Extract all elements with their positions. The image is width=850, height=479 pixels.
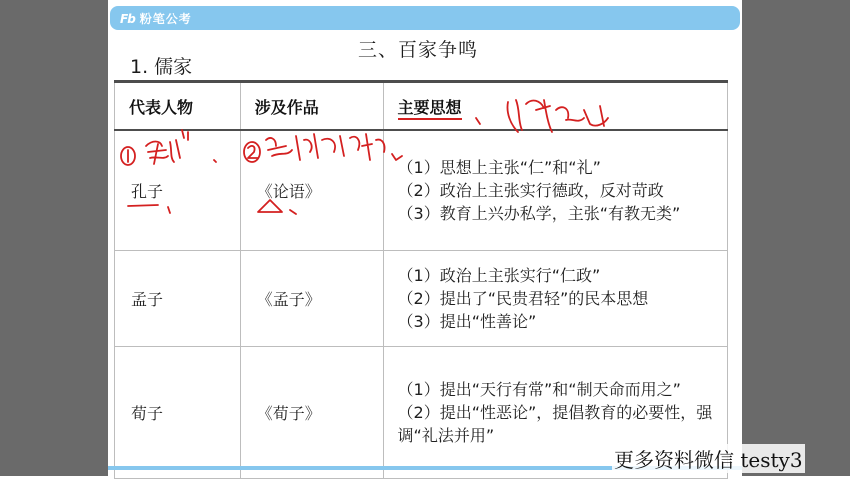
confucian-table xyxy=(114,80,728,479)
table-row xyxy=(115,250,728,346)
work-cell: 《孟子》 xyxy=(240,250,383,346)
person-cell: 孔子 xyxy=(115,130,241,250)
header-main-ideas: 主要思想 xyxy=(383,82,727,131)
work-cell: 《论语》 xyxy=(240,130,383,250)
idea-line: （1）政治上主张实行“仁政” xyxy=(397,265,601,285)
idea-line: （1）思想上主张“仁”和“礼” xyxy=(397,157,601,177)
header-representative: 代表人物 xyxy=(115,82,241,131)
idea-line: （3）教育上兴办私学，主张“有教无类” xyxy=(397,203,681,223)
idea-line: （3）提出“性善论” xyxy=(397,311,537,331)
brand-bar xyxy=(110,6,740,30)
person-cell: 孟子 xyxy=(115,250,241,346)
watermark-text: 更多资料微信 testy3 xyxy=(612,444,805,473)
brand-name: 粉笔公考 xyxy=(139,12,192,26)
work-cell: 《荀子》 xyxy=(240,346,383,478)
right-frame xyxy=(742,0,850,476)
idea-line: （2）政治上主张实行德政，反对苛政 xyxy=(397,180,664,200)
fb-logo-icon: Fb xyxy=(120,11,135,26)
slide xyxy=(108,0,742,476)
left-frame xyxy=(0,0,108,476)
table-header-row xyxy=(115,82,728,131)
ideas-cell xyxy=(383,130,727,250)
ideas-cell xyxy=(383,250,727,346)
brand-logo xyxy=(120,10,192,27)
header-works: 涉及作品 xyxy=(240,82,383,131)
slide-title: 三、百家争鸣 xyxy=(358,39,479,61)
section-heading: 1. 儒家 xyxy=(130,56,193,78)
idea-line: （1）提出“天行有常”和“制天命而用之” xyxy=(397,379,681,399)
idea-line: （2）提出了“民贵君轻”的民本思想 xyxy=(397,288,649,308)
table-row xyxy=(115,130,728,250)
idea-line: （2）提出“性恶论”，提倡教育的必要性，强调“礼法并用” xyxy=(397,402,713,445)
person-cell: 荀子 xyxy=(115,346,241,478)
